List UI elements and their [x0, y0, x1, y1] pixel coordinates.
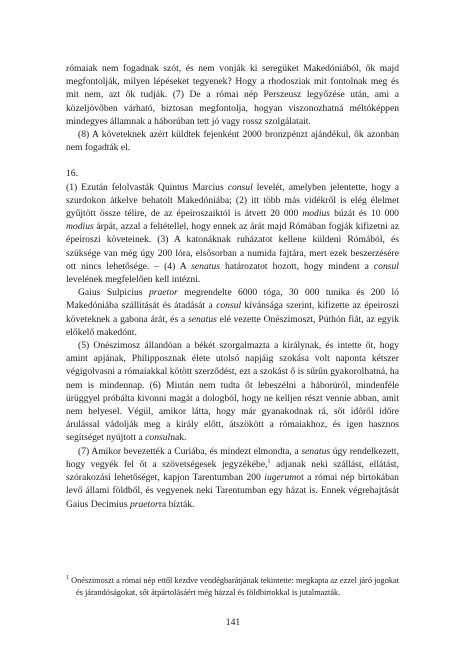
body-text: [66, 62, 399, 511]
paragraph-5-6: (5) Onészimosz állandóan a békét szorgalmazta a királynak, és intette őt, hogy amint apjának, Philipposznak élete utolsó napjáig szokása volt naponta kétszer végigolvasni a rómaiakkal kötött szerződést, ezt a szokást ő is sűrűn gyakorolhatná, ha nem is mindennap. (6) Miután nem tudta őt lebeszélni a háborúról, mindenféle ürüggyel próbálta kivonni magát a dologból, hogy ne kelljen részt vennie abban, amit nem helyesel. Végül, amikor látta, hogy már gyanakodnak rá, sőt időről időre árulással vádolják meg a király előtt, átszökött a rómaiakhoz, és igen hasznos segítséget nyújtott a consulnak.: [66, 340, 399, 444]
paragraph-continuation: rómaiak nem fogadnak szót, és nem vonják ki seregüket Makedóniából, ők majd megfontolják, milyen lépéseket tegyenek? Hogy a rhodosziak mit fontolnak meg és mit nem, azt ők tudják. (7) De a római nép Perszeusz legyőzése után, ami a közeljövőben várható, biztosan megfontolja, hogyan viszonozhatná méltóképpen mindegyes államnak a háborúban tett jó vagy rossz szolgálatait.: [66, 63, 399, 127]
footnote: $^1$ Onészimoszt a római nép ettől kezdve vendégbarátjának tekintette: megkapta az ezzel járó jogokat és járandóságokat, sőt átpártolásáért még házzal és földbirtokkal is jutalmazták.: [66, 575, 399, 597]
page-number: 141: [225, 617, 241, 628]
paragraph-sulpicius: Gaius Sulpicius praetor megrendelte 6000 tóga, 30 000 tunika és 200 ló Makedóniába szállítását és átadását a consul kívánsága szerint, kifizette az épeiroszi követeknek a gabona árát, és a senatus elé vezette Onészimoszt, Púthón fiát, az egyik előkelő makedónt.: [66, 287, 399, 338]
footnote-reference: 1: [267, 458, 271, 465]
footnote-mark: 1: [66, 575, 69, 581]
section-number: 16.: [66, 168, 78, 180]
paragraph-8: (8) A követeknek azért küldtek fejenként 2000 bronzpénzt ajándékul, ők azonban nem fogadták el.: [66, 129, 399, 154]
paragraph-16-1: (1) Ezután felolvasták Quintus Marcius consul levelét, amelyben jelentette, hogy a szurdokon átkelve behatolt Makedóniába; (2) itt több más vidékről is elég élelmet gyűjtött össze télire, de az épeiroszaiktól is átvett 20 000 modius búzát és 10 000 modius árpát, azzal a feltétellel, hogy ennek az árát majd Rómában fogják kifizetni az épeiroszi követeinek. (3) A katonáknak ruházatot kellene küldeni Rómából, és szüksége van még úgy 200 lóra, elsősorban a numida fajtára, mert ezek beszerzésére ott nincs lehetősége. – (4) A senatus határozatot hozott, hogy mindent a consul levelének megfelelően kell intézni.: [66, 181, 399, 286]
paragraph-7: (7) Amikor bevezették a Curiába, és mindezt elmondta, a senatus úgy rendelkezett, hogy vegyék fel őt a szövetségesek jegyzékébe,$^1$ adjanak neki szállást, ellátást, szórakozási lehetőséget, kapjon Tarentumban 200 iugerumot a római nép birtokában levő állami földből, és vegyenek neki Tarentumban egy házat is. Ennek végrehajtását Gaius Decimius praetorra bízták.: [66, 445, 399, 510]
